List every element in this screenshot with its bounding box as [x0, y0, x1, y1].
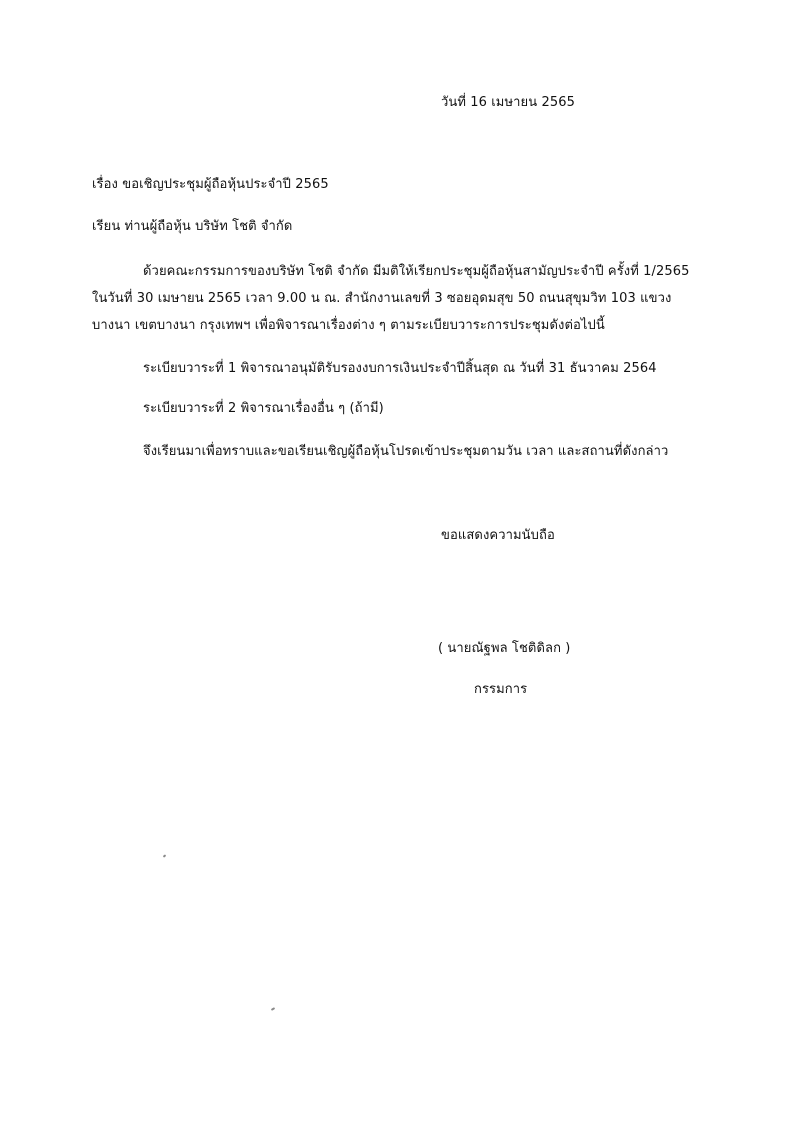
agenda-item: ระเบียบวาระที่ 1 พิจารณาอนุมัติรับรองงบการเงินประจำปีสิ้นสุด ณ วันที่ 31 ธันวาคม 2564	[143, 361, 657, 376]
agenda-item: ระเบียบวาระที่ 2 พิจารณาเรื่องอื่น ๆ (ถ้ามี)	[143, 401, 384, 416]
letter-salutation: เรียน ท่านผู้ถือหุ้น บริษัท โชติ จำกัด	[92, 219, 293, 234]
body-line: บางนา เขตบางนา กรุงเทพฯ เพื่อพิจารณาเรื่องต่าง ๆ ตามระเบียบวาระการประชุมดังต่อไปนี้	[92, 318, 605, 333]
scan-speck	[271, 1007, 275, 1011]
letter-date: วันที่ 16 เมษายน 2565	[441, 95, 575, 110]
scan-speck	[163, 854, 167, 857]
sign-off: ขอแสดงความนับถือ	[441, 528, 555, 543]
signatory-title: กรรมการ	[474, 682, 528, 697]
body-line: ในวันที่ 30 เมษายน 2565 เวลา 9.00 น ณ. สำนักงานเลขที่ 3 ซอยอุดมสุข 50 ถนนสุขุมวิท 103 แขวง	[92, 291, 672, 306]
letter-subject: เรื่อง ขอเชิญประชุมผู้ถือหุ้นประจำปี 2565	[92, 177, 329, 192]
body-line: ด้วยคณะกรรมการของบริษัท โชติ จำกัด มีมติให้เรียกประชุมผู้ถือหุ้นสามัญประจำปี ครั้งที่ 1/2565	[143, 264, 690, 279]
signatory-name: ( นายณัฐพล โชติดิลก )	[438, 641, 571, 656]
closing-line: จึงเรียนมาเพื่อทราบและขอเรียนเชิญผู้ถือหุ้นโปรดเข้าประชุมตามวัน เวลา และสถานที่ดังกล่าว	[143, 444, 669, 459]
